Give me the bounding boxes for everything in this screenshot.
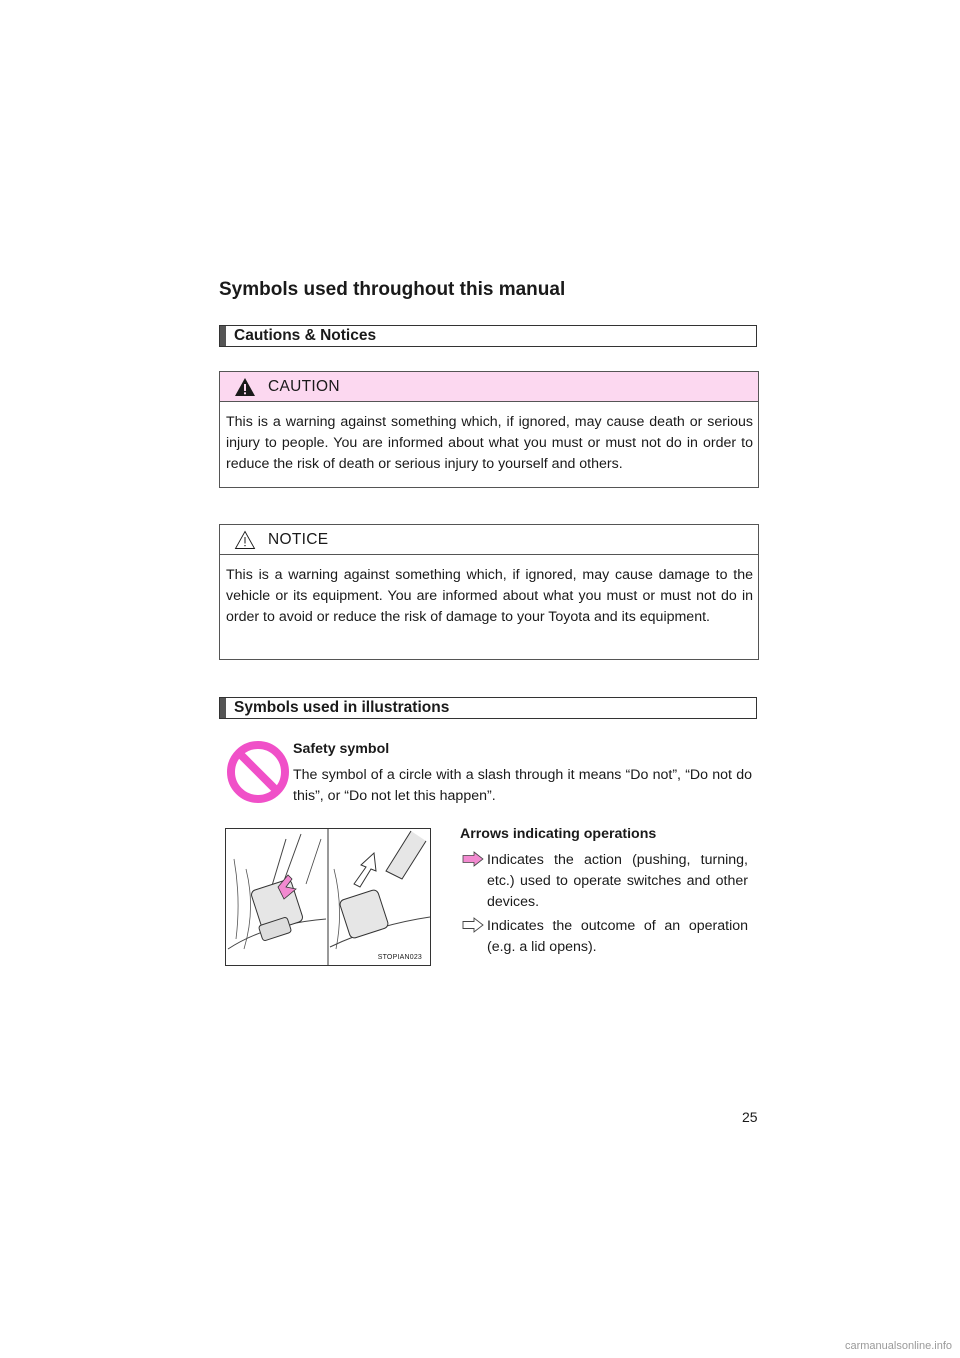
seatbelt-illustration [225, 828, 431, 966]
safety-symbol-description: The symbol of a circle with a slash through it means “Do not”, “Do not do this”, or “Do not let this happen”. [293, 767, 752, 804]
caution-box [219, 371, 759, 488]
notice-box [219, 524, 759, 660]
notice-body: This is a warning against something which, if ignored, may cause damage to the vehicle or its equipment. You are informed about what you must or must not do in order to avoid or reduce the risk of damage to your Toyota and its equipment. [226, 567, 753, 625]
arrows-title: Arrows indicating operations [460, 826, 657, 842]
page-number: 25 [742, 1109, 758, 1125]
action-arrow-description: Indicates the action (pushing, turning, etc.) used to operate switches and other devices. [487, 852, 748, 910]
section-header-cautions [219, 325, 757, 347]
page-title: Symbols used throughout this manual [219, 279, 566, 300]
caution-body: This is a warning against something which, if ignored, may cause death or serious injury to people. You are informed about what you must or must not do in order to reduce the risk of death or serious injury to yourself and others. [226, 414, 753, 472]
prohibition-icon [226, 740, 290, 804]
section-title: Cautions & Notices [234, 327, 377, 344]
outcome-arrow-description: Indicates the outcome of an operation (e.g. a lid opens). [487, 918, 748, 955]
right-arrow-outline-icon [462, 917, 484, 933]
notice-header [220, 525, 758, 555]
caution-title: CAUTION [268, 377, 340, 395]
section-marker [220, 698, 226, 718]
section-header-illustrations [219, 697, 757, 719]
footer-watermark: carmanualsonline.info [844, 1340, 952, 1352]
illustration-code: STOPIAN023 [377, 954, 422, 961]
warning-triangle-outline-icon [234, 530, 256, 550]
seatbelt-buckle-image [226, 829, 430, 965]
right-arrow-filled-icon [462, 851, 484, 867]
section-marker [220, 326, 226, 346]
notice-title: NOTICE [268, 530, 329, 548]
section-title: Symbols used in illustrations [234, 699, 450, 716]
safety-symbol-title: Safety symbol [293, 741, 390, 757]
caution-header [220, 372, 758, 402]
warning-triangle-filled-icon [234, 377, 256, 397]
